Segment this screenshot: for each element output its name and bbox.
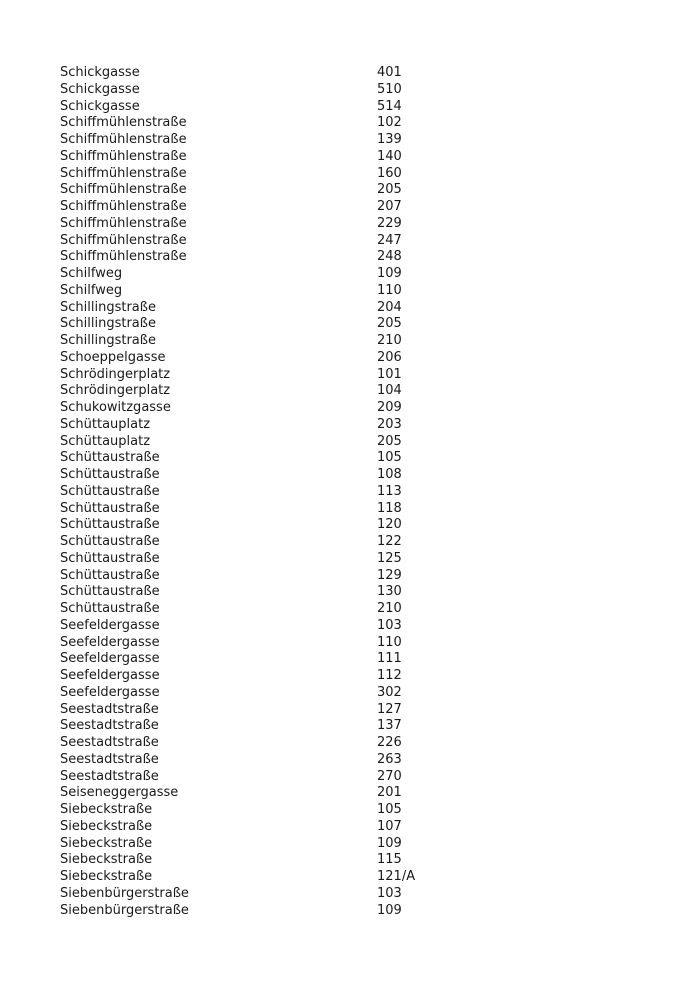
street-name: Schiffmühlenstraße [60,165,187,181]
house-number: 209 [377,400,402,415]
table-row [60,651,480,668]
table-row [60,199,480,216]
street-name: Schrödingerplatz [60,366,171,382]
table-row [60,450,480,467]
street-name: Schiffmühlenstraße [60,115,187,131]
street-name: Siebeckstraße [60,835,153,851]
house-number: 207 [377,199,402,214]
house-number: 112 [377,668,402,683]
table-row [60,333,480,350]
street-name: Schukowitzgasse [60,400,171,415]
table-row [60,65,480,82]
street-name: Schüttaustraße [60,517,160,533]
house-number: 109 [377,835,402,851]
street-name: Seefeldergasse [60,634,160,650]
table-row [60,249,480,266]
street-name: Schüttauplatz [60,433,151,449]
street-name: Siebenbürgerstraße [60,902,189,918]
street-name: Seestadtstraße [60,735,159,750]
street-name: Schilfweg [60,282,123,298]
house-number: 160 [377,165,402,181]
street-name: Schrödingerplatz [60,383,171,399]
street-name: Seiseneggergasse [60,785,179,801]
house-number: 137 [377,718,402,734]
house-number: 205 [377,182,402,198]
table-row [60,852,480,869]
street-name: Siebenbürgerstraße [60,885,189,901]
house-number: 130 [377,584,402,600]
street-name: Siebeckstraße [60,818,153,834]
table-row [60,367,480,384]
street-name: Schüttaustraße [60,483,160,499]
house-number: 115 [377,852,402,868]
house-number: 210 [377,333,402,348]
table-row [60,601,480,618]
street-name: Schüttaustraße [60,584,160,600]
street-name: Schickgasse [60,81,140,97]
street-name: Seestadtstraße [60,751,159,767]
house-number: 270 [377,768,402,784]
table-row [60,769,480,786]
street-name: Schiffmühlenstraße [60,199,187,214]
table-row [60,702,480,719]
street-name: Schillingstraße [60,299,156,315]
house-number: 204 [377,299,402,315]
street-name: Schiffmühlenstraße [60,182,187,198]
street-name: Schüttaustraße [60,467,160,482]
table-row [60,551,480,568]
table-row [60,869,480,886]
house-number: 125 [377,550,402,566]
house-number: 205 [377,316,402,332]
table-row [60,501,480,518]
table-row [60,383,480,400]
house-number: 205 [377,433,402,449]
house-number: 206 [377,349,402,365]
house-number: 302 [377,684,402,700]
table-row [60,668,480,685]
house-number: 203 [377,416,402,432]
street-name: Schillingstraße [60,316,156,332]
house-number: 111 [377,651,402,667]
house-number: 102 [377,115,402,131]
house-number: 140 [377,148,402,164]
table-row [60,836,480,853]
house-number: 113 [377,483,402,499]
table-row [60,316,480,333]
table-row [60,266,480,283]
street-name: Siebeckstraße [60,852,153,868]
street-name: Schüttaustraße [60,567,160,583]
street-name: Schüttaustraße [60,601,160,616]
table-row [60,735,480,752]
table-row [60,534,480,551]
house-number: 139 [377,132,402,147]
street-name: Schiffmühlenstraße [60,215,187,231]
street-name: Schüttaustraße [60,534,160,549]
house-number: 104 [377,383,402,399]
street-name: Seefeldergasse [60,684,160,700]
table-row [60,216,480,233]
house-number: 127 [377,701,402,717]
street-name: Seestadtstraße [60,701,159,717]
street-name: Schickgasse [60,65,140,80]
house-number: 101 [377,366,402,382]
table-row [60,283,480,300]
house-number: 105 [377,802,402,817]
street-name: Seefeldergasse [60,651,160,667]
street-name: Schiffmühlenstraße [60,249,187,265]
table-row [60,149,480,166]
table-row [60,517,480,534]
table-row [60,584,480,601]
house-number: 121/A [377,869,416,884]
table-row [60,752,480,769]
street-name: Schilfweg [60,266,123,281]
house-number: 229 [377,215,402,231]
house-number: 107 [377,818,402,834]
house-number: 103 [377,617,402,633]
table-row [60,785,480,802]
table-row [60,99,480,116]
house-number: 109 [377,902,402,918]
street-name: Schüttaustraße [60,500,160,516]
house-number: 110 [377,634,402,650]
house-number: 129 [377,567,402,583]
table-row [60,434,480,451]
table-row [60,300,480,317]
table-row [60,132,480,149]
street-name: Siebeckstraße [60,802,153,817]
table-row [60,417,480,434]
table-row [60,82,480,99]
table-row [60,685,480,702]
house-number: 510 [377,81,402,97]
table-row [60,182,480,199]
table-row [60,233,480,250]
house-number: 118 [377,500,402,516]
table-row [60,568,480,585]
street-name: Siebeckstraße [60,869,153,884]
table-row [60,484,480,501]
house-number: 103 [377,885,402,901]
street-name: Schickgasse [60,98,140,114]
street-name: Seefeldergasse [60,668,160,683]
table-row [60,886,480,903]
street-name: Schüttaustraße [60,450,160,466]
street-name: Seestadtstraße [60,768,159,784]
street-name: Schiffmühlenstraße [60,148,187,164]
street-name: Schiffmühlenstraße [60,232,187,248]
house-number: 201 [377,785,402,801]
table-row [60,166,480,183]
house-number: 263 [377,751,402,767]
table-row [60,903,480,920]
table-row [60,802,480,819]
street-name: Schillingstraße [60,333,156,348]
street-name: Schoeppelgasse [60,349,166,365]
table-row [60,350,480,367]
house-number: 210 [377,601,402,616]
house-number: 122 [377,534,402,549]
house-number: 108 [377,467,402,482]
table-row [60,115,480,132]
house-number: 514 [377,98,402,114]
table-row [60,819,480,836]
house-number: 120 [377,517,402,533]
table-row [60,467,480,484]
street-name: Seestadtstraße [60,718,159,734]
street-name: Seefeldergasse [60,617,160,633]
table-row [60,400,480,417]
table-row [60,718,480,735]
street-number-list [60,65,480,919]
street-name: Schiffmühlenstraße [60,132,187,147]
house-number: 401 [377,65,402,80]
house-number: 109 [377,266,402,281]
table-row [60,618,480,635]
house-number: 248 [377,249,402,265]
street-name: Schüttauplatz [60,416,151,432]
table-row [60,635,480,652]
house-number: 247 [377,232,402,248]
street-name: Schüttaustraße [60,550,160,566]
house-number: 105 [377,450,402,466]
house-number: 226 [377,735,402,750]
house-number: 110 [377,282,402,298]
